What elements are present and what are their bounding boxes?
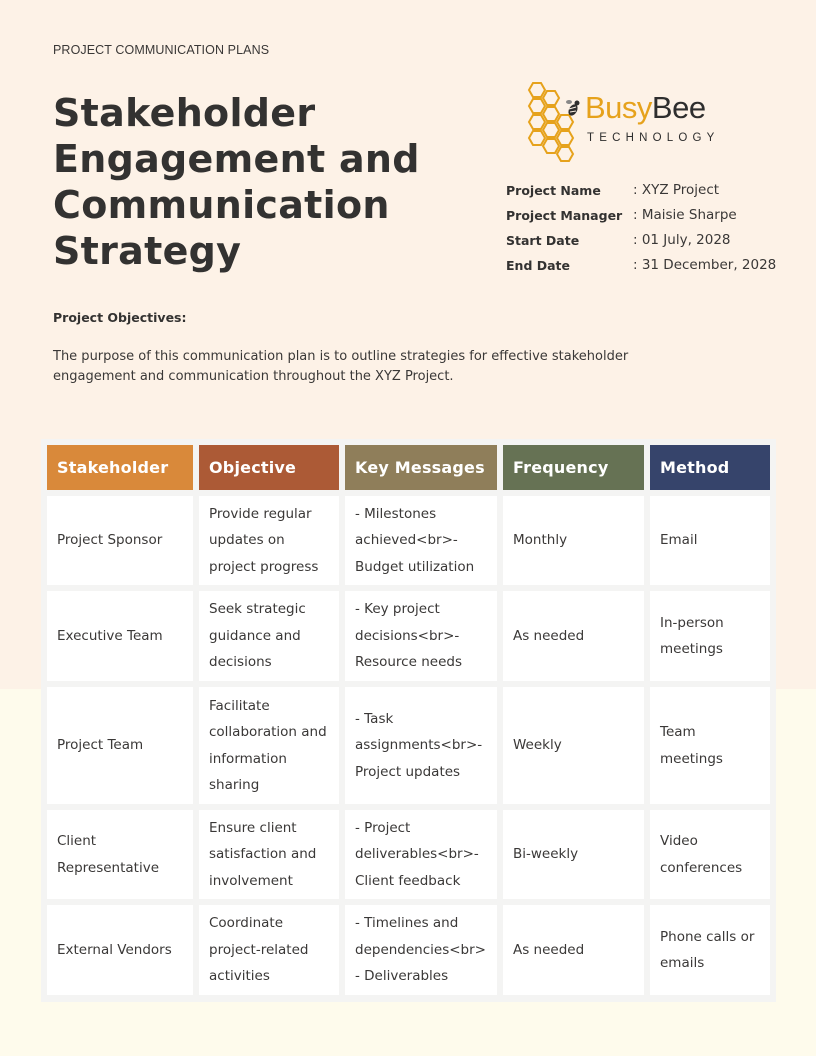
cell-frequency: Bi-weekly [503, 810, 644, 899]
cell-frequency: As needed [503, 905, 644, 995]
start-date-value: : 01 July, 2028 [633, 232, 731, 248]
project-manager-row [506, 203, 776, 228]
project-name-value: : XYZ Project [633, 182, 720, 198]
start-date-row [506, 228, 776, 253]
cell-stakeholder: Project Team [47, 687, 193, 804]
cell-method: Video conferences [650, 810, 770, 899]
honeycomb-bee-icon [527, 80, 587, 162]
cell-key-messages: - Key project decisions<br>- Resource needs [345, 591, 497, 681]
end-date-row [506, 253, 776, 278]
cell-key-messages: - Project deliverables<br>- Client feedback [345, 810, 497, 899]
project-name-row [506, 178, 776, 203]
column-header-stakeholder: Stakeholder [47, 445, 193, 490]
cell-stakeholder: Client Representative [47, 810, 193, 899]
cell-method: Email [650, 496, 770, 585]
logo-wordmark [585, 90, 706, 126]
cell-stakeholder: Executive Team [47, 591, 193, 681]
column-header-objective: Objective [199, 445, 339, 490]
project-name-label: Project Name [506, 183, 601, 198]
project-info [506, 178, 776, 278]
cell-method: Team meetings [650, 687, 770, 804]
cell-key-messages: - Timelines and dependencies<br> - Deliverables [345, 905, 497, 995]
logo-word-bee: Bee [651, 90, 706, 125]
start-date-label: Start Date [506, 233, 580, 248]
column-header-method: Method [650, 445, 770, 490]
company-logo [527, 80, 727, 162]
cell-objective: Facilitate collaboration and information sharing [199, 687, 339, 804]
cell-objective: Ensure client satisfaction and involvement [199, 810, 339, 899]
cell-objective: Provide regular updates on project progress [199, 496, 339, 585]
cell-key-messages: - Task assignments<br>- Project updates [345, 687, 497, 804]
stakeholder-table [41, 439, 776, 1002]
cell-method: In-person meetings [650, 591, 770, 681]
cell-objective: Coordinate project-related activities [199, 905, 339, 995]
objectives-heading: Project Objectives: [53, 310, 187, 325]
page-title: Stakeholder Engagement and Communication Strategy [53, 91, 420, 273]
end-date-label: End Date [506, 258, 571, 273]
logo-word-busy: Busy [585, 90, 652, 125]
cell-stakeholder: Project Sponsor [47, 496, 193, 585]
end-date-value: : 31 December, 2028 [633, 257, 777, 273]
document-category: PROJECT COMMUNICATION PLANS [53, 43, 270, 57]
cell-frequency: Monthly [503, 496, 644, 585]
column-header-frequency: Frequency [503, 445, 644, 490]
column-header-key-messages: Key Messages [345, 445, 497, 490]
cell-objective: Seek strategic guidance and decisions [199, 591, 339, 681]
cell-stakeholder: External Vendors [47, 905, 193, 995]
cell-key-messages: - Milestones achieved<br>- Budget utilization [345, 496, 497, 585]
cell-frequency: As needed [503, 591, 644, 681]
logo-subtitle: TECHNOLOGY [587, 132, 720, 144]
cell-method: Phone calls or emails [650, 905, 770, 995]
project-manager-value: : Maisie Sharpe [633, 207, 737, 223]
objectives-text: The purpose of this communication plan is to outline strategies for effective stakeholder engagement and communication throughout the XYZ Project. [53, 349, 629, 384]
project-manager-label: Project Manager [506, 208, 623, 223]
cell-frequency: Weekly [503, 687, 644, 804]
